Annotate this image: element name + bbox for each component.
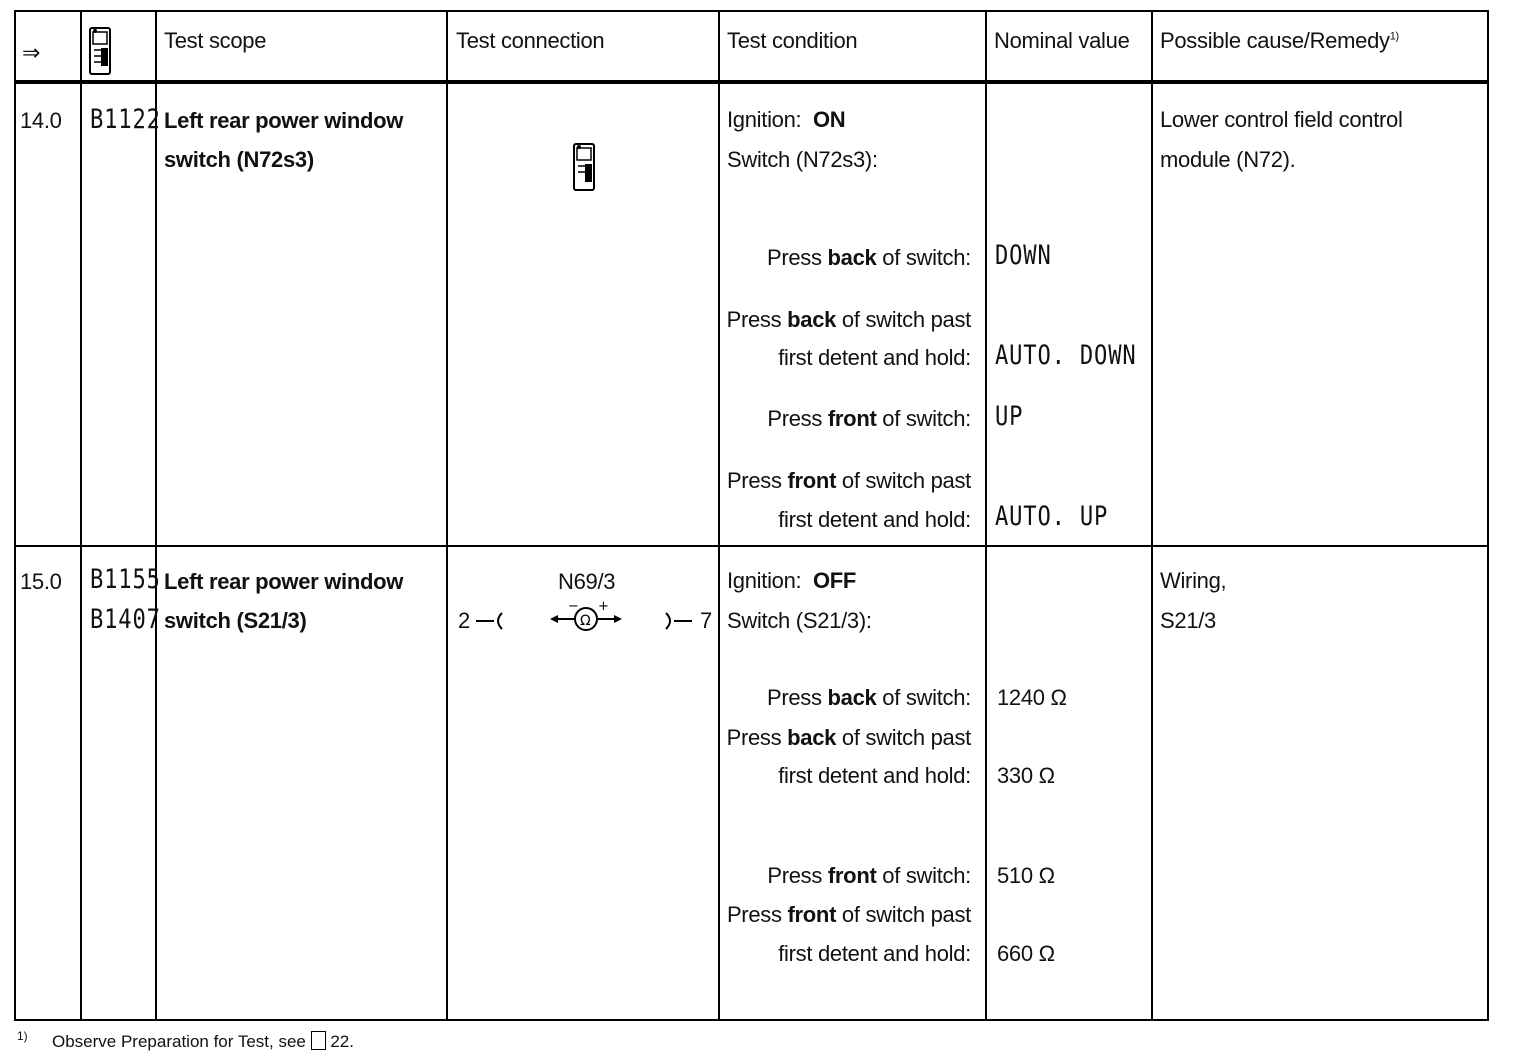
test-scope-line2: switch (N72s3) <box>164 147 314 172</box>
tester-icon <box>572 142 596 197</box>
ignition-condition <box>727 107 845 133</box>
condition-emphasis: front <box>787 468 837 493</box>
condition-emphasis: back <box>787 725 837 750</box>
condition-text: of switch: <box>876 245 971 270</box>
condition-emphasis: front <box>827 863 877 888</box>
cause-line2: S21/3 <box>1160 608 1216 633</box>
condition-emphasis: back <box>827 245 877 270</box>
col-divider-2 <box>155 10 157 1021</box>
cause-line2: module (N72). <box>1160 147 1296 172</box>
header-possible-cause-text: Possible cause/Remedy <box>1160 28 1390 53</box>
condition-back <box>767 245 971 271</box>
cause-line1: Lower control field control <box>1160 107 1403 132</box>
condition-text: Press <box>767 406 828 431</box>
ignition-label: Ignition: <box>727 107 802 132</box>
connector-label: N69/3 <box>558 569 616 594</box>
col-divider-6 <box>1151 10 1153 1021</box>
tester-icon <box>88 26 112 81</box>
condition-text: Press <box>766 245 828 270</box>
condition-text: of switch: <box>876 685 971 710</box>
row-divider <box>14 545 1489 547</box>
footnote-page: 22. <box>330 1032 354 1051</box>
condition-text: of switch: <box>876 863 971 888</box>
plug-right-icon <box>664 610 694 637</box>
condition-emphasis: back <box>787 307 837 332</box>
test-scope-line1: Left rear power window <box>164 108 404 133</box>
condition-text: of switch past <box>836 725 971 750</box>
condition-text: of switch past <box>836 307 971 332</box>
table-border-left <box>14 10 16 1021</box>
condition-front <box>767 406 971 432</box>
step-number: 15.0 <box>20 569 62 594</box>
ignition-label: Ignition: <box>727 568 802 593</box>
table-border-top <box>14 10 1489 12</box>
col-divider-1 <box>80 10 82 1021</box>
nominal-value: AUTO. UP <box>995 501 1109 532</box>
fault-code: B1155 <box>90 564 161 595</box>
condition-back-past <box>727 725 971 751</box>
table-border-bottom <box>14 1019 1489 1021</box>
table-border-right <box>1487 10 1489 1021</box>
switch-label: Switch (S21/3): <box>727 608 872 633</box>
condition-back <box>767 685 971 711</box>
condition-detent: first detent and hold: <box>778 941 971 966</box>
col-divider-4 <box>718 10 720 1021</box>
header-possible-cause <box>1160 28 1399 54</box>
nominal-value: 1240 Ω <box>997 685 1067 710</box>
footnote-ref: 1) <box>1389 30 1399 43</box>
condition-front <box>767 863 971 889</box>
condition-detent: first detent and hold: <box>778 763 971 788</box>
condition-detent: first detent and hold: <box>778 507 971 532</box>
header-test-connection: Test connection <box>456 28 605 53</box>
cause-line1: Wiring, <box>1160 568 1227 593</box>
pin-right: 7 <box>700 608 712 633</box>
condition-emphasis: front <box>827 406 877 431</box>
condition-text: Press <box>726 307 788 332</box>
pin-left: 2 <box>458 608 470 633</box>
ignition-condition <box>727 568 856 594</box>
test-scope-line2: switch (S21/3) <box>164 608 307 633</box>
nominal-value: DOWN <box>995 240 1052 271</box>
header-divider <box>14 80 1489 84</box>
header-nominal-value: Nominal value <box>994 28 1130 53</box>
header-test-condition: Test condition <box>727 28 858 53</box>
switch-label: Switch (N72s3): <box>727 147 878 172</box>
condition-text: Press <box>767 863 828 888</box>
svg-text:−: − <box>568 599 579 614</box>
footnote <box>52 1031 354 1052</box>
test-scope-line1: Left rear power window <box>164 569 404 594</box>
nominal-value: 510 Ω <box>997 863 1055 888</box>
condition-text: of switch: <box>876 406 971 431</box>
fault-code: B1122 <box>90 104 161 135</box>
footnote-marker: 1) <box>17 1029 28 1043</box>
nominal-value: 330 Ω <box>997 763 1055 788</box>
condition-front-past <box>727 902 971 928</box>
ignition-value: ON <box>812 107 846 132</box>
nominal-value: UP <box>995 401 1024 432</box>
col-divider-5 <box>985 10 987 1021</box>
plug-left-icon <box>474 610 504 637</box>
condition-text: Press <box>726 468 788 493</box>
header-test-scope: Test scope <box>164 28 267 53</box>
condition-text: of switch past <box>836 468 971 493</box>
arrow-icon: ⇒ <box>22 40 41 65</box>
condition-emphasis: back <box>827 685 877 710</box>
col-divider-3 <box>446 10 448 1021</box>
step-number: 14.0 <box>20 108 62 133</box>
fault-code: B1407 <box>90 604 161 635</box>
condition-front-past <box>727 468 971 494</box>
page-ref-icon <box>311 1031 326 1050</box>
ohmmeter-icon <box>548 596 624 641</box>
ignition-value: OFF <box>812 568 857 593</box>
condition-back-past <box>727 307 971 333</box>
condition-text: of switch past <box>836 902 971 927</box>
nominal-value: 660 Ω <box>997 941 1055 966</box>
condition-text: Press <box>766 685 828 710</box>
condition-emphasis: front <box>787 902 837 927</box>
svg-text:+: + <box>598 599 609 614</box>
condition-text: Press <box>726 902 788 927</box>
condition-text: Press <box>726 725 788 750</box>
svg-text:Ω: Ω <box>580 613 591 629</box>
footnote-text: Observe Preparation for Test, see <box>52 1032 306 1051</box>
nominal-value: AUTO. DOWN <box>995 340 1137 371</box>
condition-detent: first detent and hold: <box>778 345 971 370</box>
